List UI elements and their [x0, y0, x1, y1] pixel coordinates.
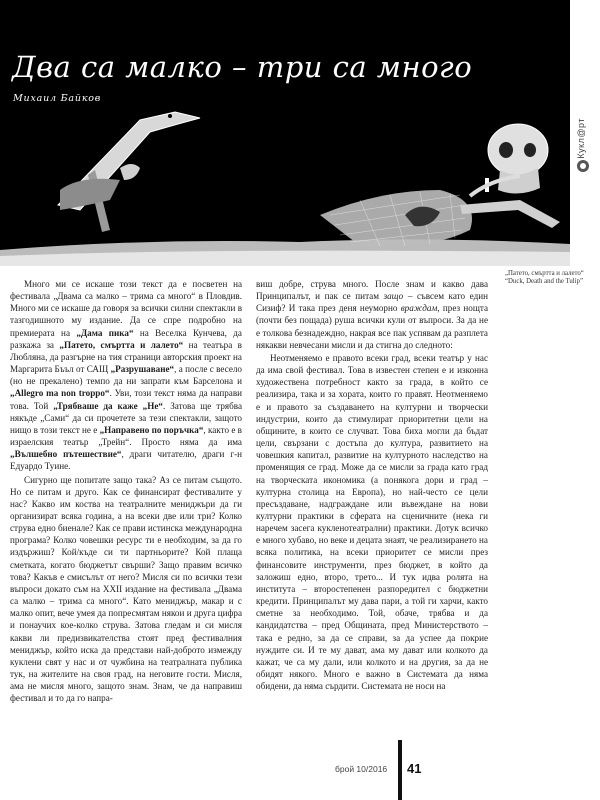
paragraph: виш добре, струва много. После знам и какво дава Принципалът, и пак се питам защо – съвсем като един Сизиф? И така през деня неуморно враждам, през нощта (почти без пощада) руша всички кули от въпроси. За да не е толкова безнадеждно, накрая все пак успявам да разплета някакви невчесани мисли и да стигна до следното:: [256, 279, 488, 350]
highlight-title: „Вълшебно пътешествие“: [10, 449, 122, 460]
paragraph: Много ми се искаше този текст да е посветен на фестивала „Двама са малко – трима са много“ в Пловдив. Много ми се искаше да говоря за всички силни спектакли в тазгодишното му издание. Да се спре подробно на премиерата на „Дама пика“ на Веселка Кунчева, да разкажа за „Патето, смъртта и лалето“ на театъра в Любляна, да разгърне на тия страници авторския проект на Маргарита Бъъл от САЩ „Разрушаване“, а после с весело (но не прекалено) темпо да ни запрати към Барселона и „Allegro ma non troppo“. Уви, този текст няма да направи това. Той „Трябваше да каже „Не“. Затова ще трябва някъде „Сами“ да си прочетете за тези спектакли, защото нищо в този текст не е „Направено по поръчка“, както е в израелския театър „Трейн“. Просто няма да има „Вълшебно пътешествие“, драги читателю, драги г-н Едуардо Туине.: [10, 279, 243, 472]
puppet-scene-illustration: [0, 0, 570, 266]
issue-label: брой 10/2016: [335, 764, 388, 774]
highlight-title: „Трябваше да каже „Не“: [53, 400, 163, 411]
highlight-title: „Allegro ma non troppo“: [10, 388, 110, 399]
article-column-2: [256, 278, 488, 692]
caption-english: “Duck, Death and the Tulip”: [505, 278, 583, 286]
page-number: 41: [407, 761, 422, 776]
highlight-title: „Патето, смъртта и лалето“: [59, 339, 184, 350]
highlight-title: „Дама пика“: [76, 327, 134, 338]
paragraph: Сигурно ще попитате защо така? Аз се питам същото. Но се питам и друго. Как се финансират фестивалите у нас? Каквo им коства на театралните мениджъри да ги организират всяка година, а на всеки две или три? Колко струва едно биенале? Как се прави истинска международна програма? Колко човешки ресурс ти е необходим, за да го издържиш? Кой/къде си ти партньорите? Кой плаща сметката, когато бюджетът свърши? Защо правим всичко това? Какъв е смисълът от него? Мисля си по всички тези въпроси докато съм на XXII издание на фестивала „Двама са малко – трима са много“. Като мениджър, макар и с малко опит, вече умея да попресмятам някои и друга цифра и понаучих кое-колко струва. Затова гледам и си мисля какви ли предизвикателства стоят пред фестивалния мениджър, който иска да представи най-доброто измежду куклени свят у нас и от чужбина на театралната публика тук, на жителите на своя град, на неговите гости. Мисля, ама не мисля много, защото знам. Знам, че да направиш фестивал и то да го напра-: [10, 474, 242, 704]
highlight-title: „Направено по поръчка“: [99, 424, 204, 435]
footer-divider: [398, 740, 402, 800]
magazine-logo-text: Кукл@рт: [576, 118, 586, 159]
hero-photo: [0, 0, 570, 266]
caption-bulgarian: „Патето, смъртта и лалето“: [505, 270, 584, 277]
photo-caption: [505, 270, 595, 286]
author-name: Михаил Байков: [13, 93, 102, 104]
paragraph: Неотменяемо е правото всеки град, всеки театър у нас да има свой фестивал. Това в известен степен е и изконна художествена потребност както за града, в който се реализира, така и за хората, които го правят. Неотменяемо е и правото за създаването на културни и творчески индустрии, които да стимулират приоритетни цели на общините, в които се случват. Това биха могли да бъдат цели, свързани с достъпа до култура, развитието на човешкия капитал, развитие на културното наследство на променящия се град. Може да се мисли за града като град на творческата икономика (а понякога дори и град – културна столица на Европа), но най-често се цели пресъздаване, надграждане или въвеждане на нови културни практики в сферата на сценичните (нека ги наречем засега кукленотеатрални) практики. Дотук всичко е много хубаво, но веке и децата знаят, че реализирането на всяка политика, на всеки приоритет се мисли през финансовите инструменти, през бюджет, в който да заложиш едно, второ, трето... И тук идва ролята на института – второстепенен разпоредител с бюджетни кредити. Принципалът му дава пари, а той ги харчи, както сметне за необходимо. Той, обаче, трябва и да кандидатства – пред Общината, пред Министерството – така е редно, за да се справи, за да успее да покрие нуждите си. И те му дават, ама му дават или колкото да кажат, че са му дали, или колкото и на другия, за да не обидят някого. Много е важно в Системата да няма обидени, да няма сърдити. Системата не носи на: [256, 352, 488, 692]
article-column-1: [10, 278, 242, 704]
article-title: Два са малко – три са много: [12, 50, 473, 84]
highlight-title: „Разрушаване“: [110, 364, 175, 375]
